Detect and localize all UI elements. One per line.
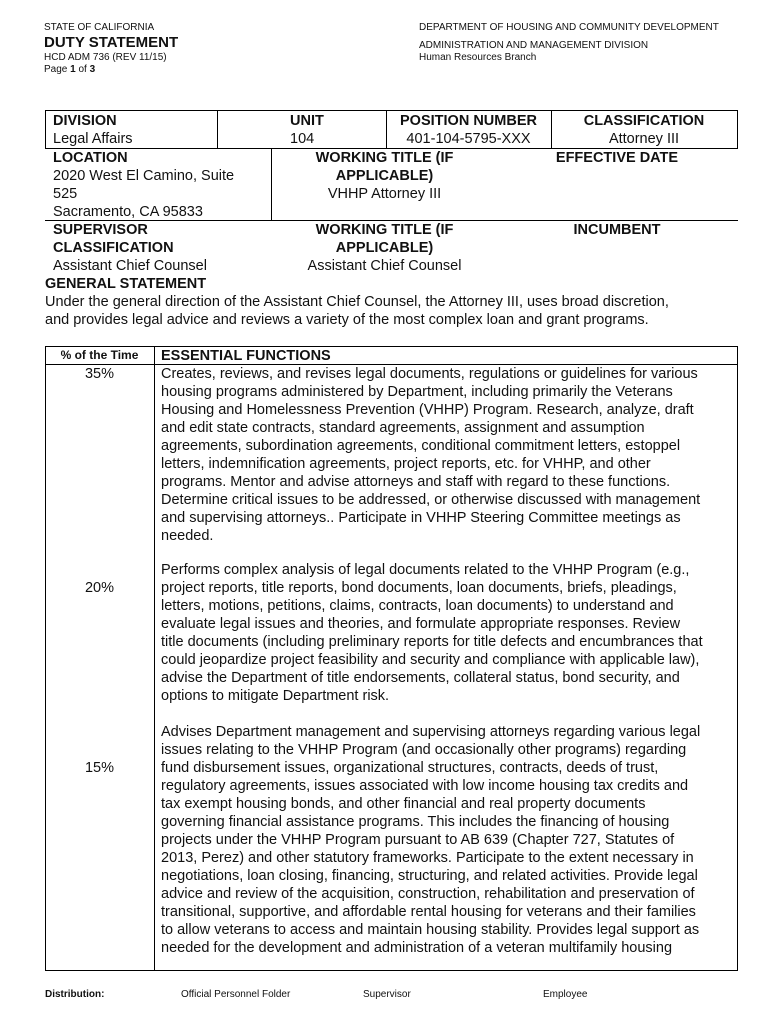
function-line: projects under the VHHP Program pursuant to AB 639 (Chapter 727, Statutes of <box>161 832 675 848</box>
function-line: Determine critical issues to be addressed, or otherwise discussed with management <box>161 492 701 508</box>
general-statement-line-1: Under the general direction of the Assistant Chief Counsel, the Attorney III, uses broad discretion, <box>45 294 669 310</box>
function-line: project reports, title reports, bond documents, loan documents, briefs, pleadings, <box>161 580 677 596</box>
functions-table-right-border <box>737 346 738 971</box>
working-title-label-line-2: APPLICABLE) <box>335 168 434 184</box>
function-line: transitional, supportive, and affordable rental housing for veterans and their families <box>161 904 696 920</box>
position-number-value: 401-104-5795-XXX <box>406 131 531 147</box>
function-1-percent: 35% <box>84 366 115 382</box>
page-total: 3 <box>89 64 96 75</box>
form-header-right <box>419 22 719 64</box>
location-line-3: Sacramento, CA 95833 <box>53 204 203 220</box>
working-title-label-line-1: WORKING TITLE (IF <box>315 150 454 166</box>
info-table-right-border <box>737 110 738 148</box>
sup-working-title-label-line-1: WORKING TITLE (IF <box>315 222 454 238</box>
department-name: DEPARTMENT OF HOUSING AND COMMUNITY DEVELOPMENT <box>419 22 719 33</box>
function-line: housing programs administered by Department, including primarily the Veterans <box>161 384 673 400</box>
function-line: issues relating to the VHHP Program (and occasionally other programs) regarding <box>161 742 687 758</box>
distribution-copy-supervisor: Supervisor <box>363 989 411 1000</box>
sup-working-title-value: Assistant Chief Counsel <box>307 258 462 274</box>
function-3-description <box>161 723 733 957</box>
function-line: advice and review of the acquisition, construction, rehabilitation and preservation of <box>161 886 695 902</box>
form-title: DUTY STATEMENT <box>44 34 179 51</box>
info-table-left-border <box>45 110 46 148</box>
function-line: governing financial assistance programs. This includes the financing of housing <box>161 814 670 830</box>
function-line: Performs complex analysis of legal documents related to the VHHP Program (e.g., <box>161 562 690 578</box>
unit-value: 104 <box>290 131 315 147</box>
function-1-description <box>161 365 733 545</box>
classification-label: CLASSIFICATION <box>583 113 705 129</box>
effective-date-label: EFFECTIVE DATE <box>555 150 679 166</box>
function-line: Creates, reviews, and revises legal documents, regulations or guidelines for various <box>161 366 698 382</box>
functions-column-divider <box>154 346 155 971</box>
function-line: letters, motions, petitions, claims, contracts, loan documents) to understand and <box>161 598 674 614</box>
distribution-copy-personnel-folder: Official Personnel Folder <box>181 989 291 1000</box>
supervisor-classification-value: Assistant Chief Counsel <box>53 258 207 274</box>
function-line: title documents (including preliminary reports for title defects and encumbrances that <box>161 634 703 650</box>
functions-table-top-border <box>45 346 738 347</box>
time-column-header: % of the Time <box>60 348 139 362</box>
functions-column-header: ESSENTIAL FUNCTIONS <box>161 348 331 364</box>
supervisor-label-line-2: CLASSIFICATION <box>53 240 174 256</box>
function-line: tax exempt housing bonds, and other financial and real property documents <box>161 796 646 812</box>
page-indicator <box>44 64 178 76</box>
function-line: and supervising attorneys.. Participate in VHHP Steering Committee meetings as <box>161 510 681 526</box>
location-line-1: 2020 West El Camino, Suite <box>53 168 235 184</box>
function-line: negotiations, loan closing, financing, structuring, and related activities. Provide legal <box>161 868 698 884</box>
distribution-label: Distribution: <box>45 989 105 1000</box>
branch-name: Human Resources Branch <box>419 52 537 63</box>
page-current: 1 <box>70 64 76 75</box>
division-name: ADMINISTRATION AND MANAGEMENT DIVISION <box>419 40 649 51</box>
division-value: Legal Affairs <box>53 131 133 147</box>
division-label: DIVISION <box>53 113 117 129</box>
supervisor-label-line-1: SUPERVISOR <box>53 222 148 238</box>
position-number-label: POSITION NUMBER <box>400 113 537 129</box>
working-title-value: VHHP Attorney III <box>327 186 442 202</box>
location-label: LOCATION <box>53 150 128 166</box>
functions-table-left-border <box>45 346 46 971</box>
function-line: to allow veterans to access and maintain housing stability. Provides legal support as <box>161 922 700 938</box>
function-line: fund disbursement issues, organizational structures, contracts, deeds of trust, <box>161 760 659 776</box>
function-line: programs. Mentor and advise attorneys and staff with regard to these functions. <box>161 474 671 490</box>
function-line: options to mitigate Department risk. <box>161 688 390 704</box>
sup-working-title-label-line-2: APPLICABLE) <box>335 240 434 256</box>
function-line: could jeopardize project feasibility and security and compliance with applicable law), <box>161 652 700 668</box>
function-line: Advises Department management and supervising attorneys regarding various legal <box>161 724 701 740</box>
form-header-left <box>44 22 178 76</box>
function-2-percent: 20% <box>84 580 115 596</box>
unit-label: UNIT <box>290 113 324 129</box>
incumbent-label: INCUMBENT <box>573 222 661 238</box>
function-line: and edit state contracts, standard agreements, assignment and assumption <box>161 420 645 436</box>
function-line: 2013, Perez) and other statutory frameworks. Participate to the extent necessary in <box>161 850 694 866</box>
page-of: of <box>75 64 90 75</box>
function-line: needed for the development and administration of a veteran multifamily housing <box>161 940 673 956</box>
function-2-description <box>161 561 733 705</box>
form-number: HCD ADM 736 (REV 11/15) <box>44 52 167 63</box>
function-line: regulatory agreements, issues associated with low income housing tax credits and <box>161 778 689 794</box>
function-line: needed. <box>161 528 214 544</box>
classification-value: Attorney III <box>608 131 680 147</box>
function-line: letters, indemnification agreements, project reports, etc. for VHHP, and other <box>161 456 651 472</box>
function-3-percent: 15% <box>84 760 115 776</box>
function-line: agreements, subordination agreements, conditional commitment letters, estoppel <box>161 438 681 454</box>
functions-table-bottom-border <box>45 970 738 971</box>
info-table-top-border <box>45 110 738 111</box>
function-line: Housing and Homelessness Prevention (VHHP) Program. Research, analyze, draft <box>161 402 694 418</box>
general-statement-line-2: and provides legal advice and reviews a variety of the most complex loan and grant programs. <box>45 312 649 328</box>
distribution-copy-employee: Employee <box>543 989 588 1000</box>
location-line-2: 525 <box>53 186 78 202</box>
page-prefix: Page <box>44 64 71 75</box>
info-divider-1 <box>217 110 218 148</box>
state-label: STATE OF CALIFORNIA <box>44 22 155 33</box>
function-line: evaluate legal issues and theories, and formulate appropriate responses. Review <box>161 616 681 632</box>
general-statement-label: GENERAL STATEMENT <box>45 276 207 292</box>
function-line: advise the Department of title endorsements, collateral status, bond security, and <box>161 670 680 686</box>
